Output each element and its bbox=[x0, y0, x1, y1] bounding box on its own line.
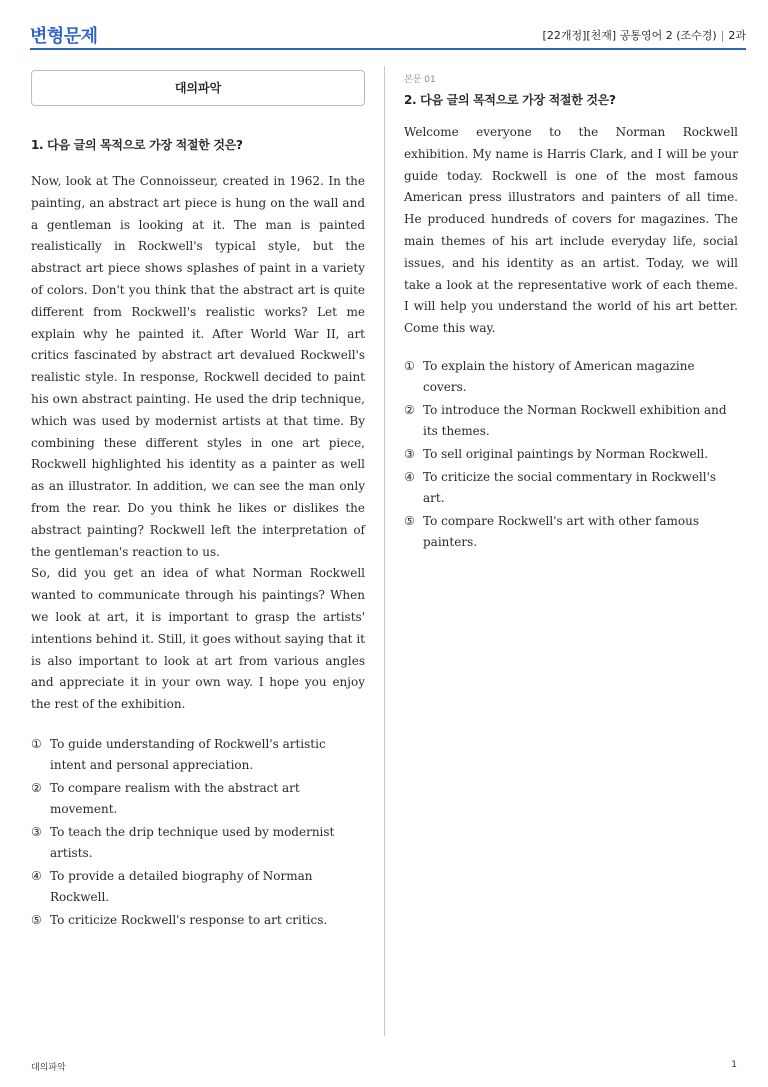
option-number: ⑤ bbox=[404, 513, 415, 528]
question-2-options bbox=[404, 356, 738, 553]
section-label-box: 대의파악 bbox=[31, 70, 365, 106]
option-text: To compare realism with the abstract art movement. bbox=[50, 780, 300, 816]
option-text: To criticize the social commentary in Rockwell's art. bbox=[423, 469, 717, 505]
option-text: To explain the history of American magazine covers. bbox=[423, 358, 695, 394]
question-2-passage bbox=[404, 122, 738, 340]
option-item[interactable] bbox=[31, 866, 365, 908]
option-item[interactable] bbox=[404, 400, 738, 442]
header-meta bbox=[543, 27, 746, 43]
page-header bbox=[30, 18, 746, 50]
passage-paragraph: Now, look at The Connoisseur, created in 1962. In the painting, an abstract art piece is hung on the wall and a gentleman is looking at it. The man is painted realistically in Rockwell's typical style, but the abstract art piece shows splashes of paint in a variety of colors. Don't you think that the abstract art is quite different from Rockwell's realistic works? Let me explain why he painted it. After World War II, art critics fascinated by abstract art devalued Rockwell's realistic style. In response, Rockwell decided to paint his own abstract painting. He used the drip technique, which was used by modernist artists at that time. By combining these different styles in one art piece, Rockwell highlighted his identity as a painter as well as an illustrator. In addition, we can see the man only from the rear. Do you think he likes or dislikes the abstract painting? Rockwell left the interpretation of the gentleman's reaction to us. bbox=[31, 174, 365, 559]
option-number: ③ bbox=[31, 824, 42, 839]
option-number: ⑤ bbox=[31, 912, 42, 927]
question-1-passage bbox=[31, 171, 365, 716]
option-number: ② bbox=[404, 402, 415, 417]
column-divider bbox=[384, 66, 385, 1036]
right-column bbox=[404, 70, 738, 555]
option-number: ② bbox=[31, 780, 42, 795]
option-number: ① bbox=[404, 358, 415, 373]
option-text: To guide understanding of Rockwell's artistic intent and personal appreciation. bbox=[50, 736, 326, 772]
option-item[interactable] bbox=[31, 734, 365, 776]
question-2-title: 2. 다음 글의 목적으로 가장 적절한 것은? bbox=[404, 93, 616, 107]
question-1-options bbox=[31, 734, 365, 931]
passage-paragraph: Welcome everyone to the Norman Rockwell exhibition. My name is Harris Clark, and I will be your guide today. Rockwell is one of the most famous American press illustrators and painters of all time. He produced hundreds of covers for magazines. The main themes of his art include everyday life, social issues, and his identity as an artist. Today, we will take a look at the representative work of each theme. I will help you understand the world of his art better. Come this way. bbox=[404, 125, 738, 336]
option-text: To criticize Rockwell's response to art critics. bbox=[50, 912, 328, 927]
option-number: ④ bbox=[31, 868, 42, 883]
footer-section-label: 대의파악 bbox=[31, 1063, 66, 1073]
passage-paragraph: So, did you get an idea of what Norman Rockwell wanted to communicate through his paintings? When we look at art, it is important to grasp the artists' intentions behind it. Still, it goes without saying that it is also important to look at art from various angles and appreciate it in your own way. I hope you enjoy the rest of the exhibition. bbox=[31, 566, 365, 712]
question-1-title: 1. 다음 글의 목적으로 가장 적절한 것은? bbox=[31, 138, 243, 152]
option-item[interactable] bbox=[31, 910, 365, 931]
course-info: [22개정][천재] 공통영어 2 (조수경) bbox=[542, 29, 717, 42]
option-number: ① bbox=[31, 736, 42, 751]
option-text: To provide a detailed biography of Norman Rockwell. bbox=[50, 868, 313, 904]
option-number: ④ bbox=[404, 469, 415, 484]
passage-source-label: 본문 01 bbox=[404, 75, 436, 85]
option-item[interactable] bbox=[404, 467, 738, 509]
option-text: To introduce the Norman Rockwell exhibition and its themes. bbox=[423, 402, 727, 438]
lesson-label: 2과 bbox=[728, 29, 746, 42]
option-number: ③ bbox=[404, 446, 415, 461]
header-separator: | bbox=[720, 29, 725, 42]
page-number: 1 bbox=[731, 1060, 737, 1070]
option-item[interactable] bbox=[404, 444, 738, 465]
option-item[interactable] bbox=[31, 822, 365, 864]
option-text: To compare Rockwell's art with other famous painters. bbox=[423, 513, 700, 549]
left-column bbox=[31, 70, 365, 933]
page-title: 변형문제 bbox=[30, 26, 98, 47]
option-item[interactable] bbox=[404, 511, 738, 553]
option-text: To sell original paintings by Norman Rockwell. bbox=[423, 446, 709, 461]
option-item[interactable] bbox=[31, 778, 365, 820]
option-item[interactable] bbox=[404, 356, 738, 398]
option-text: To teach the drip technique used by modernist artists. bbox=[50, 824, 335, 860]
